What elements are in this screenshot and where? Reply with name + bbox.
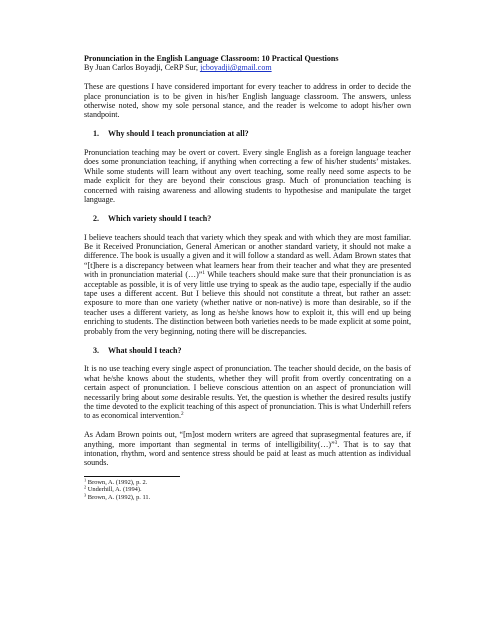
question-2-text-part2: While teachers should make sure that their pronunciation is as acceptable as possible, it is of very little use trying to speak as the audio tape, especially if the audio tape uses a different accent. But I believe this should not constitute a threat, but rather an asset: exposure to more than one variety (whether native or non-native) is more than desirable, so if the teacher uses a different variety, as long as he/she knows how to exploit it, this will end up being enriching to students. The distinction between both varieties needs to be made explicit at some point, probably from the very beginning, noting there will be discrepancies.	[84, 270, 411, 336]
question-3-emphasis: some	[161, 392, 179, 402]
question-3-heading	[84, 346, 411, 355]
question-3-text: What should I teach?	[108, 345, 182, 355]
footnote-1-number: 1	[84, 477, 87, 483]
question-2-paragraph	[84, 233, 411, 336]
document-body	[84, 54, 411, 501]
question-3-p2-part2: . That is to say that intonation, rhythm, word and sentence stress should be paid at least as much attention as individual sounds.	[84, 439, 411, 468]
question-2-text: Which variety should I teach?	[108, 213, 212, 223]
question-2-heading	[84, 214, 411, 223]
question-1-text: Why should I teach pronunciation at all?	[108, 129, 249, 139]
footnote-ref-3: 3	[334, 439, 338, 446]
byline-author: By Juan Carlos Boyadji, CeRP Sur,	[84, 63, 201, 73]
byline	[84, 63, 411, 72]
document-title: Pronunciation in the English Language Classroom: 10 Practical Questions	[84, 54, 339, 63]
intro-paragraph: These are questions I have considered important for every teacher to address in order to decide the place pronunciation is to be given in his/her English language classroom. The answers, unless otherwise noted, show my sole personal stance, and the reader is welcome to adopt his/her own standpoint.	[84, 82, 411, 120]
footnote-3-number: 3	[84, 492, 87, 498]
question-1-number: 1.	[93, 129, 100, 139]
footnote-3	[84, 494, 411, 501]
question-3-p1-part1: It is no use teaching every single aspect of pronunciation. The teacher should decide, on the basis of what he/she knows about the students, whether they will profit from overtly concentrating on a certain aspect of pronunciation. I believe conscious attention on an aspect of pronunciation will necessarily bring about	[84, 364, 411, 402]
author-email-link[interactable]: jcboyadji@gmail.com	[200, 63, 272, 73]
footnote-1-text: Brown, A. (1992), p. 2.	[86, 478, 148, 486]
question-1-paragraph: Pronunciation teaching may be overt or covert. Every single English as a foreign language teacher does some pronunciation teaching, if anything when correcting a few of his/her students’ mistakes. While some students will learn without any overt teaching, some really need some aspects to be made explicit for they are beyond their conscious grasp. Much of pronunciation teaching is concerned with raising awareness and allowing students to hypothesise and manipulate the target language.	[84, 148, 411, 205]
footnote-2	[84, 486, 411, 493]
question-3-p1-part2: desirable results. Yet, the question is whether the desired results justify the time devoted to the explicit teaching of this aspect of pronunciation. This is what Underhill refers to as economical intervention.	[84, 392, 411, 421]
footnote-2-text: Underhill, A. (1994).	[86, 486, 142, 494]
footnote-2-number: 2	[84, 484, 87, 490]
footnote-divider	[84, 476, 180, 477]
question-2-text-part1: I believe teachers should teach that variety which they speak and with which they are most familiar. Be it Received Pronunciation, General American or another standard variety, it should not make a difference. The book is usually a given and it will follow a standard as well. Adam Brown states that “[t]here is a discrepancy between what learners hear from their teacher and what they are presented with in pronunciation material (…)”	[84, 232, 411, 280]
footnote-3-text: Brown, A. (1992), p. 11.	[86, 493, 151, 501]
question-2-number: 2.	[93, 213, 100, 223]
question-1-heading	[84, 129, 411, 138]
footnote-ref-2: 2	[180, 411, 184, 418]
question-3-p2-part1: As Adam Brown points out, “[m]ost modern writers are agreed that suprasegmental features are, if anything, more important than segmental in terms of intelligibility(…)”	[84, 430, 411, 449]
question-3-paragraph-1	[84, 364, 411, 420]
question-3-paragraph-2	[84, 430, 411, 468]
question-3-number: 3.	[93, 345, 100, 355]
footnote-ref-1: 1	[202, 270, 205, 277]
